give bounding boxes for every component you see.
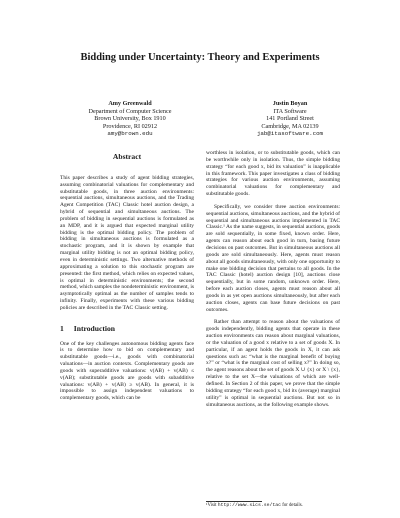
author-1: [60, 100, 200, 138]
body-paragraph-3: Rather than attempt to reason about the valuations of goods independently, bidding agents that operate in these auction environments can reason about marginal valuations, or the valuation of a good x relative to a set of goods X. In particular, if an agent holds the goods in X, it can ask questions such as: “what is the marginal benefit of buying x?” or “what is the marginal cost of selling x?” In doing so, the agent reasons about the set of goods X ∪ {x} or X \ {x}, relative to the set X—the valuations of which are well-defined. In Section 2 of this paper, we prove that the simple bidding strategy “for each good x, bid its (average) marginal utility” is optimal in sequential auctions. But not so in simultaneous auctions, as the following example shows.: [206, 319, 340, 408]
author-name: Justin Boyan: [272, 100, 308, 107]
author-city: Cambridge, MA 02139: [261, 122, 319, 130]
body-paragraph-1: worthless in isolation, or to substitutable goods, which can be worthwhile only in isolation. Thus, the simple bidding strategy “for each good x, bid its valuation” is inapplicable in this framework. This paper investigates a class of bidding strategies for various auction environments, assuming combinatorial valuations for complementary and substitutable goods.: [206, 150, 340, 198]
footnote-rule: [206, 501, 262, 502]
left-column: [60, 150, 194, 402]
author-block: [60, 100, 360, 138]
right-column: [206, 150, 340, 408]
author-org: 141 Portland Street: [266, 115, 314, 123]
footnote-link[interactable]: http://www.sics.se/tac: [217, 503, 282, 508]
author-name: Amy Greenwald: [108, 100, 152, 107]
author-email[interactable]: jab@itasoftware.com: [256, 130, 324, 138]
body-paragraph-2: Specifically, we consider three auction environments: sequential auctions, simultaneous auctions, and the hybrid of sequential and simultaneous auctions implemented in TAC Classic.¹ As the name suggests, in sequential auctions, goods are sold sequentially, in some fixed, known order. Here, agents can reason about each good in turn, basing future decisions on past outcomes. But in simultaneous auctions all goods are sold simultaneously. Here, agents must reason about all goods simultaneously, with only one opportunity to make one bidding decision that pertains to all goods. In the TAC Classic (hotel) auction design [10], auctions close sequentially, but in some random, unknown order. Here, before each auction closes, agents must reason about all goods in as yet open auctions simultaneously, but after each auction closes, agents can base future decisions on past outcomes.: [206, 203, 340, 313]
author-dept: ITA Software: [273, 107, 307, 115]
section-number: 1: [60, 323, 64, 333]
intro-paragraph: One of the key challenges autonomous bidding agents face is to determine how to bid on complementary and substitutable goods—i.e., goods with combinatorial valuations—in auction contexts. Complementary goods are goods with superadditive valuations: v(AB) + v(AB) ≤ v(AB); substitutable goods are goods with subadditive valuations: v(AB) + v(AB) ≥ v(AB). In general, it is impossible to assign independent valuations to complementary goods, which can be: [60, 340, 194, 402]
footnote-text: Visit: [207, 503, 218, 508]
author-2: [220, 100, 360, 138]
abstract-text: This paper describes a study of agent bidding strategies, assuming combinatorial valuations for complementary and substitutable goods, in three auction environments: sequential auctions, simultaneous auctions, and the Trading Agent Competition (TAC) Classic hotel auction design, a hybrid of sequential and simultaneous auctions. The problem of bidding in sequential auctions is formulated as an MDP, and it is argued that expected marginal utility bidding is the optimal bidding policy. The problem of bidding in simultaneous auctions is formulated as a stochastic program, and it is shown by example that marginal utility bidding is not an optimal bidding policy, even in deterministic settings. Two alternative methods of approximating a solution to this stochastic program are presented: the first method, which relies on expected values, is optimal in deterministic environments; the second method, which samples the nondeterministic environment, is asymptotically optimal as the number of samples tends to infinity. Finally, experiments with these various bidding policies are described in the TAC Classic setting.: [60, 174, 194, 311]
author-org: Brown University, Box 1910: [94, 115, 166, 123]
footnote-tail: for details.: [281, 503, 303, 508]
author-dept: Department of Computer Science: [88, 107, 172, 115]
paper-title: Bidding under Uncertainty: Theory and Experiments: [80, 52, 320, 63]
author-email[interactable]: amy@brown.edu: [107, 130, 153, 138]
section-title: Introduction: [73, 323, 116, 333]
footnote: [206, 503, 303, 508]
section-heading: [60, 323, 194, 333]
abstract-heading: Abstract: [112, 152, 142, 161]
author-city: Providence, RI 02912: [102, 122, 158, 130]
footnote-mark: ¹: [206, 503, 208, 508]
